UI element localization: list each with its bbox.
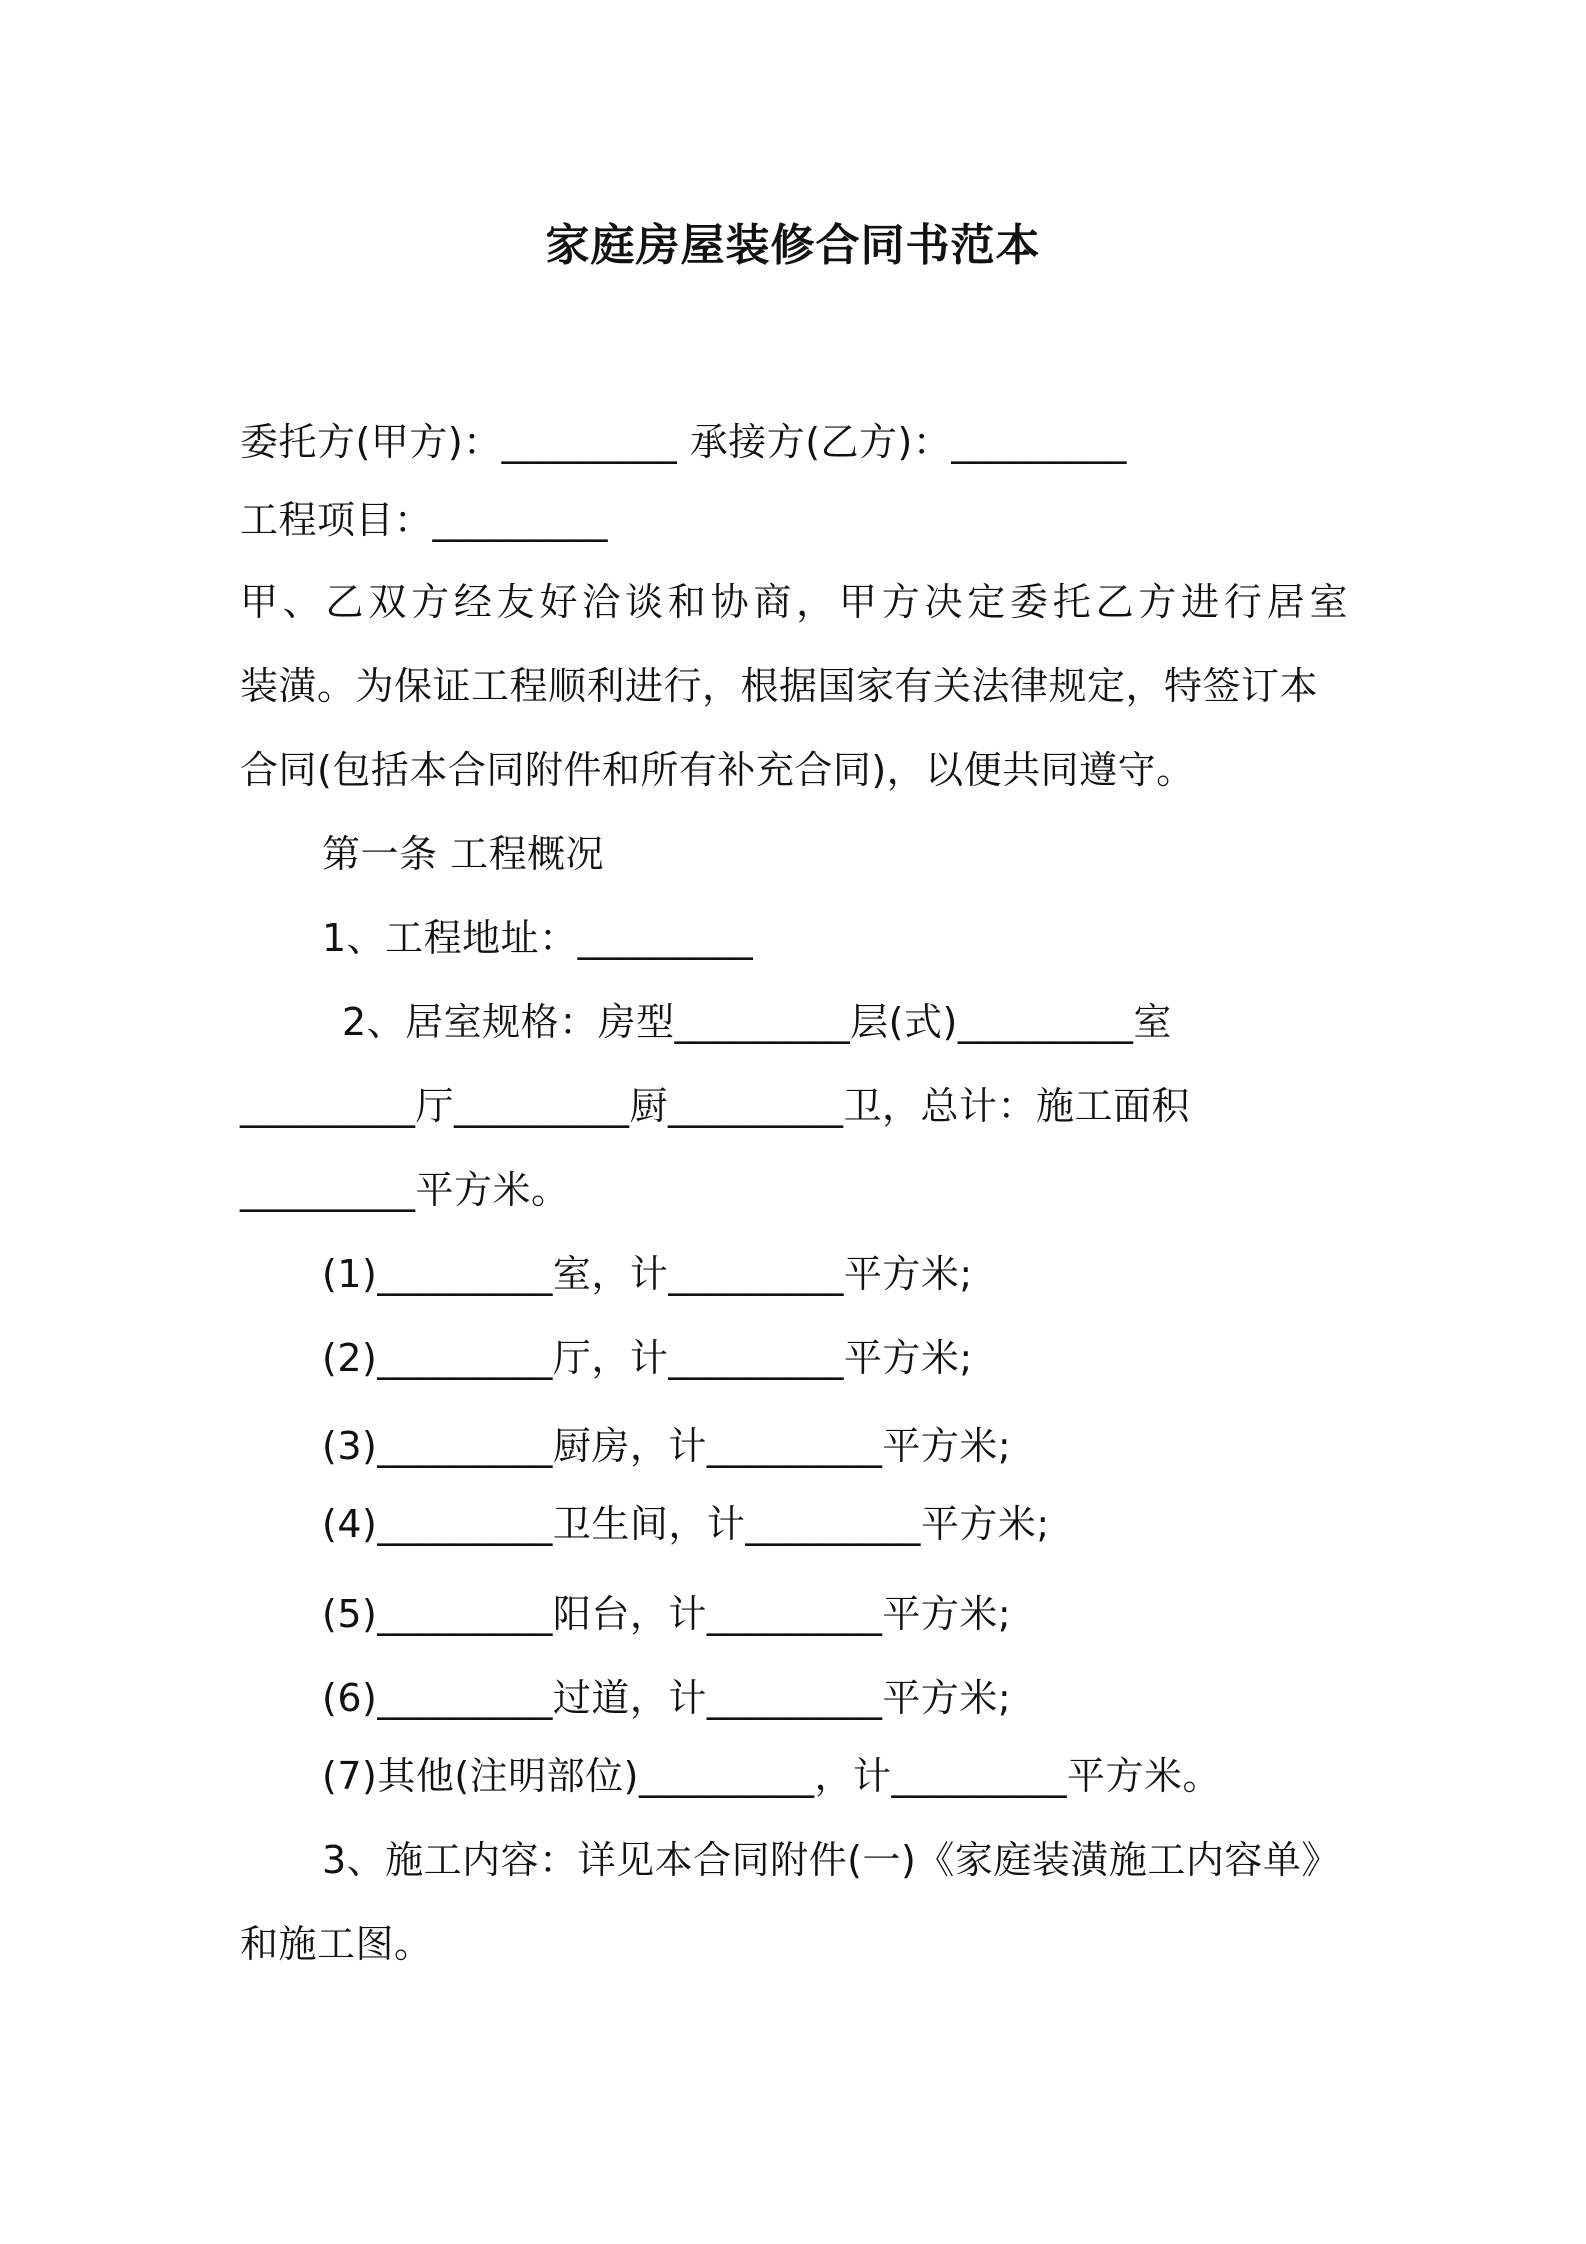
construction-content-line-2: 和施工图。 (240, 1922, 433, 1966)
construction-content-line-1: 3、施工内容：详见本合同附件(一)《家庭装潢施工内容单》 (322, 1838, 1340, 1882)
room-item-7: (7)其他(注明部位)_________，计_________平方米。 (322, 1754, 1221, 1798)
room-spec-line-1: 2、居室规格：房型_________层(式)_________室 (342, 1000, 1172, 1044)
address-line: 1、工程地址：_________ (322, 916, 754, 960)
room-item-5: (5)_________阳台，计_________平方米; (322, 1592, 1012, 1636)
intro-paragraph-line-2: 装潢。为保证工程顺利进行，根据国家有关法律规定，特签订本 (240, 664, 1319, 708)
room-item-3: (3)_________厨房，计_________平方米; (322, 1424, 1012, 1468)
room-item-1: (1)_________室，计_________平方米; (322, 1252, 973, 1296)
room-item-6: (6)_________过道，计_________平方米; (322, 1676, 1012, 1720)
parties-line: 委托方(甲方)：_________ 承接方(乙方)：_________ (240, 420, 1127, 464)
project-line: 工程项目：_________ (240, 498, 609, 542)
article-1-heading: 第一条 工程概况 (322, 832, 605, 876)
room-item-2: (2)_________厅，计_________平方米; (322, 1336, 973, 1380)
room-item-4: (4)_________卫生间，计_________平方米; (322, 1502, 1050, 1546)
intro-paragraph-line-1: 甲、乙双方经友好洽谈和协商，甲方决定委托乙方进行居室 (240, 580, 1348, 624)
document-title: 家庭房屋装修合同书范本 (545, 220, 1041, 271)
room-spec-line-2: _________厅_________厨_________卫，总计：施工面积 (240, 1084, 1191, 1128)
intro-paragraph-line-3: 合同(包括本合同附件和所有补充合同)，以便共同遵守。 (240, 748, 1195, 792)
room-spec-line-3: _________平方米。 (240, 1168, 570, 1212)
